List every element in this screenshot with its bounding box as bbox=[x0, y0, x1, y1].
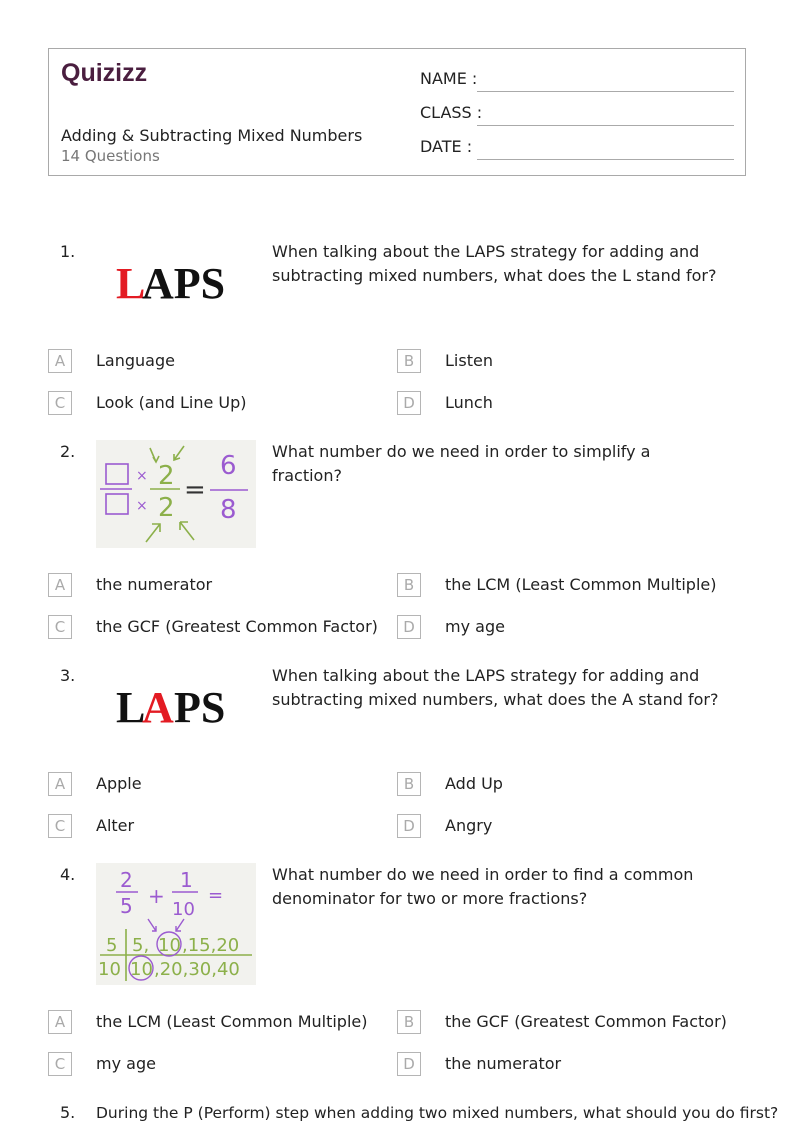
option-text[interactable]: Listen bbox=[445, 351, 493, 370]
option-letter[interactable]: A bbox=[48, 772, 72, 796]
svg-text:5: 5 bbox=[120, 894, 133, 918]
date-label: DATE : bbox=[420, 137, 473, 156]
question-number: 5. bbox=[60, 1103, 76, 1122]
name-line bbox=[477, 91, 734, 92]
question-text: What number do we need in order to simplify a fraction? bbox=[272, 442, 651, 485]
option-text[interactable]: Alter bbox=[96, 816, 135, 835]
name-label: NAME : bbox=[420, 69, 478, 88]
svg-text:1: 1 bbox=[180, 868, 193, 892]
svg-text:5,: 5, bbox=[132, 935, 150, 956]
option-text[interactable]: the numerator bbox=[96, 575, 213, 594]
option-letter[interactable]: D bbox=[397, 391, 421, 415]
svg-text:2: 2 bbox=[158, 461, 175, 491]
svg-text:×: × bbox=[136, 468, 148, 484]
option-text[interactable]: the LCM (Least Common Multiple) bbox=[445, 575, 717, 594]
question-text: What number do we need in order to find a common denominator for two or more fractions? bbox=[272, 865, 694, 908]
option-letter[interactable]: C bbox=[48, 615, 72, 639]
svg-text:,20,30,40: ,20,30,40 bbox=[154, 959, 240, 980]
option-letter[interactable]: B bbox=[397, 1010, 421, 1034]
option-text[interactable]: the LCM (Least Common Multiple) bbox=[96, 1012, 368, 1031]
svg-text:10: 10 bbox=[172, 899, 195, 920]
option-letter[interactable]: A bbox=[48, 1010, 72, 1034]
question-number: 4. bbox=[60, 865, 76, 884]
class-label: CLASS : bbox=[420, 103, 483, 122]
option-text[interactable]: Language bbox=[96, 351, 175, 370]
question-text: When talking about the LAPS strategy for adding and subtracting mixed numbers, what does the A stand for? bbox=[272, 666, 719, 709]
option-text[interactable]: Apple bbox=[96, 774, 142, 793]
worksheet-header bbox=[48, 48, 746, 176]
common-denominator-image bbox=[96, 863, 256, 985]
option-letter[interactable]: A bbox=[48, 349, 72, 373]
svg-text:+: + bbox=[148, 884, 165, 908]
option-letter[interactable]: D bbox=[397, 615, 421, 639]
svg-text:A: A bbox=[142, 683, 174, 732]
question-number: 3. bbox=[60, 666, 76, 685]
question-text: During the P (Perform) step when adding two mixed numbers, what should you do first? bbox=[96, 1104, 779, 1122]
svg-text:5: 5 bbox=[106, 935, 118, 956]
option-letter[interactable]: B bbox=[397, 349, 421, 373]
question-number: 2. bbox=[60, 442, 76, 461]
quizizz-logo bbox=[61, 57, 153, 89]
option-letter[interactable]: C bbox=[48, 814, 72, 838]
svg-text:10: 10 bbox=[130, 959, 153, 980]
option-letter[interactable]: C bbox=[48, 1052, 72, 1076]
question-text: When talking about the LAPS strategy for adding and subtracting mixed numbers, what does the L stand for? bbox=[272, 242, 717, 285]
option-text[interactable]: the GCF (Greatest Common Factor) bbox=[96, 617, 378, 636]
option-text[interactable]: Lunch bbox=[445, 393, 493, 412]
option-text[interactable]: Angry bbox=[445, 816, 493, 835]
name-field[interactable] bbox=[420, 69, 734, 93]
svg-text:=: = bbox=[208, 885, 224, 906]
option-letter[interactable]: B bbox=[397, 772, 421, 796]
date-field[interactable] bbox=[420, 137, 734, 161]
svg-text:,15,20: ,15,20 bbox=[182, 935, 240, 956]
svg-text:10: 10 bbox=[158, 935, 181, 956]
svg-text:10: 10 bbox=[98, 959, 121, 980]
svg-text:8: 8 bbox=[220, 495, 237, 525]
option-text[interactable]: my age bbox=[96, 1054, 156, 1073]
option-letter[interactable]: D bbox=[397, 814, 421, 838]
option-text[interactable]: the GCF (Greatest Common Factor) bbox=[445, 1012, 727, 1031]
svg-text:L: L bbox=[116, 259, 146, 308]
laps-image bbox=[96, 648, 256, 756]
svg-text:2: 2 bbox=[120, 868, 133, 892]
svg-text:2: 2 bbox=[158, 493, 175, 523]
svg-text:=: = bbox=[184, 475, 206, 505]
svg-text:Quizizz: Quizizz bbox=[61, 59, 148, 87]
option-text[interactable]: Add Up bbox=[445, 774, 503, 793]
option-text[interactable]: my age bbox=[445, 617, 505, 636]
question-number: 1. bbox=[60, 242, 76, 261]
svg-text:6: 6 bbox=[220, 451, 237, 481]
option-text[interactable]: the numerator bbox=[445, 1054, 562, 1073]
option-text[interactable]: Look (and Line Up) bbox=[96, 393, 247, 412]
svg-text:×: × bbox=[136, 498, 148, 514]
option-letter[interactable]: A bbox=[48, 573, 72, 597]
class-field[interactable] bbox=[420, 103, 734, 127]
option-letter[interactable]: B bbox=[397, 573, 421, 597]
class-line bbox=[477, 125, 734, 126]
date-line bbox=[477, 159, 734, 160]
laps-image bbox=[96, 224, 256, 332]
svg-text:PS: PS bbox=[174, 683, 226, 732]
option-letter[interactable]: C bbox=[48, 391, 72, 415]
question-count: 14 Questions bbox=[61, 147, 160, 165]
worksheet-title: Adding & Subtracting Mixed Numbers bbox=[61, 126, 363, 145]
svg-text:APS: APS bbox=[142, 259, 226, 308]
option-letter[interactable]: D bbox=[397, 1052, 421, 1076]
simplify-fraction-image bbox=[96, 440, 256, 548]
svg-text:L: L bbox=[116, 683, 146, 732]
